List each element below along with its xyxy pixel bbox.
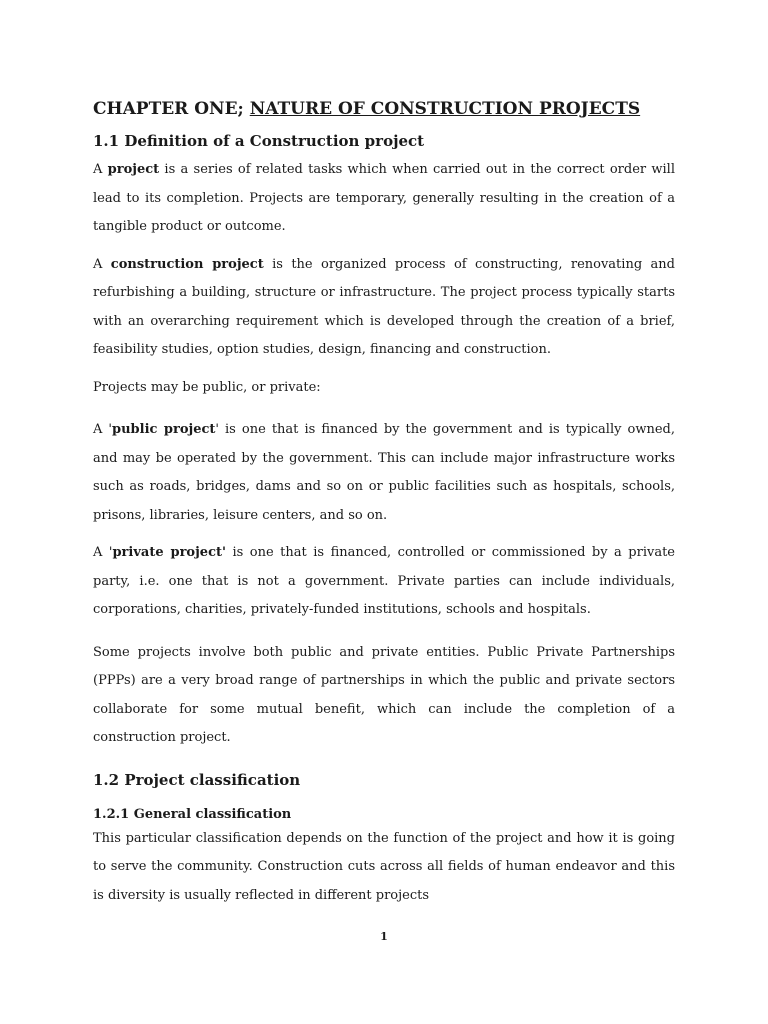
page-number: 1 (380, 930, 388, 943)
chapter-prefix: CHAPTER ONE; (93, 99, 250, 119)
paragraph-text: is one that is financed, controlled or commissioned by a private party, i.e. one that is not a government. Private parties can include individuals, corporations, charities, privately-funded institutions, schools and hospitals. (93, 545, 675, 617)
paragraph-text: is a series of related tasks which when carried out in the correct order will lead to its completion. Projects are temporary, generally resulting in the creation of a tangible product or outcome. (93, 162, 675, 234)
section-heading-1-2: 1.2 Project classification (93, 770, 301, 789)
paragraph-ppp: Some projects involve both public and private entities. Public Private Partnerships (PPPs) are a very broad range of partnerships in which the public and private sectors collaborate for some mutual benefit, which can include the completion of a construction project. (93, 644, 675, 745)
subsection-heading-1-2-1: 1.2.1 General classification (93, 806, 292, 822)
chapter-title (93, 98, 675, 120)
paragraph-project-definition (93, 156, 675, 242)
chapter-name: NATURE OF CONSTRUCTION PROJECTS (249, 99, 641, 119)
section-heading-1-1: 1.1 Definition of a Construction project (93, 132, 425, 150)
paragraph-public-project (93, 416, 675, 530)
paragraph-construction-project-definition (93, 251, 675, 365)
paragraph-lead: A ' (93, 545, 113, 560)
paragraph-private-project (93, 539, 675, 625)
paragraph-text: is the organized process of constructing, renovating and refurbishing a building, structure or infrastructure. The project process typically starts with an overarching requirement which is developed through the creation of a brief, feasibility studies, option studies, design, financing and construction. (93, 256, 675, 357)
term-public-project: public project (112, 422, 216, 437)
paragraph-lead: A (93, 256, 111, 272)
paragraph-text: ' is one that is financed by the government and is typically owned, and may be operated by the government. This can include major infrastructure works such as roads, bridges, dams and so on or public facilities such as hospitals, schools, prisons, libraries, leisure centers, and so on. (93, 422, 675, 523)
paragraph-public-private-intro: Projects may be public, or private: (93, 379, 321, 395)
term-project: project (107, 162, 160, 177)
paragraph-lead: A (93, 162, 108, 177)
document-page (93, 98, 675, 919)
term-private-project: private project' (112, 545, 226, 560)
paragraph-lead: A ' (93, 422, 113, 437)
term-construction-project: construction project (110, 256, 264, 272)
paragraph-general-classification: This particular classification depends on the function of the project and how it is going to serve the community. Construction cuts across all fields of human endeavor and this is diversity is usually reflected in different projects (93, 830, 675, 903)
